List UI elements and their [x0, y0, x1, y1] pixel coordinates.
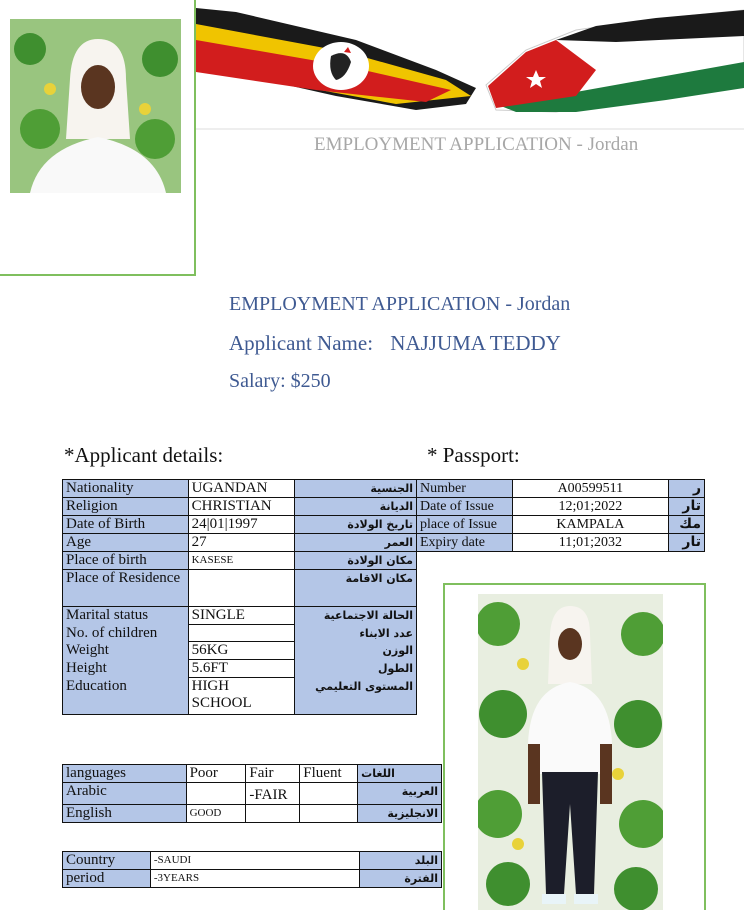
- experience-table: [62, 851, 442, 888]
- detail-value: SINGLE: [188, 607, 295, 625]
- experience-label-arabic: الفترة: [360, 870, 442, 888]
- table-row: [417, 498, 705, 516]
- passport-label-arabic: ر: [669, 480, 705, 498]
- detail-label-arabic: عدد الابناء: [295, 625, 417, 642]
- table-row: [417, 534, 705, 552]
- experience-label-arabic: البلد: [360, 852, 442, 870]
- table-row: [63, 660, 417, 678]
- applicant-portrait-photo: [10, 19, 181, 193]
- table-row: [63, 625, 417, 642]
- detail-value: 27: [188, 534, 295, 552]
- detail-label: Religion: [63, 498, 189, 516]
- detail-label-arabic: الديانة: [295, 498, 417, 516]
- passport-value: 11;01;2032: [512, 534, 668, 552]
- passport-label: Date of Issue: [417, 498, 513, 516]
- table-row: [63, 534, 417, 552]
- table-row: [63, 516, 417, 534]
- table-row: [63, 607, 417, 625]
- salary-line: [229, 370, 331, 393]
- table-row: [417, 516, 705, 534]
- passport-label: place of Issue: [417, 516, 513, 534]
- table-row: [63, 678, 417, 715]
- applicant-full-body-photo: [478, 594, 663, 910]
- uganda-flag-hand: [196, 8, 476, 110]
- detail-label: Place of Residence: [63, 570, 189, 607]
- language-poor: GOOD: [186, 805, 246, 823]
- experience-value: -3YEARS: [150, 870, 359, 888]
- flags-handshake-banner: [196, 0, 744, 130]
- detail-label: Date of Birth: [63, 516, 189, 534]
- language-label: Arabic: [63, 783, 187, 805]
- language-label-arabic: العربية: [358, 783, 442, 805]
- passport-value: KAMPALA: [512, 516, 668, 534]
- level-fluent-header: Fluent: [300, 765, 358, 783]
- detail-label-arabic: مكان الولادة: [295, 552, 417, 570]
- detail-value: [188, 570, 295, 607]
- applicant-details-table: [62, 479, 417, 715]
- detail-label-arabic: العمر: [295, 534, 417, 552]
- detail-label-arabic: الوزن: [295, 642, 417, 660]
- detail-label: No. of children: [63, 625, 189, 642]
- language-poor: [186, 783, 246, 805]
- table-row: [63, 642, 417, 660]
- applicant-name-label: Applicant Name:: [229, 331, 374, 355]
- languages-header-arabic: اللغات: [358, 765, 442, 783]
- experience-value: -SAUDI: [150, 852, 359, 870]
- detail-label: Age: [63, 534, 189, 552]
- table-row: [63, 783, 442, 805]
- table-row: [63, 852, 442, 870]
- passport-value: A00599511: [512, 480, 668, 498]
- language-fair: -FAIR: [246, 783, 300, 805]
- passport-label-arabic: تار: [669, 498, 705, 516]
- table-row: [63, 570, 417, 607]
- detail-value: 24|01|1997: [188, 516, 295, 534]
- detail-label: Education: [63, 678, 189, 715]
- detail-value: [188, 625, 295, 642]
- passport-label: Number: [417, 480, 513, 498]
- detail-value: 5.6FT: [188, 660, 295, 678]
- language-label: English: [63, 805, 187, 823]
- detail-label-arabic: الجنسية: [295, 480, 417, 498]
- detail-label: Nationality: [63, 480, 189, 498]
- detail-label-arabic: مكان الاقامة: [295, 570, 417, 607]
- detail-label: Place of birth: [63, 552, 189, 570]
- experience-label: Country: [63, 852, 151, 870]
- salary-value: $250: [290, 370, 331, 392]
- table-row: [417, 480, 705, 498]
- passport-heading: * Passport:: [427, 443, 520, 467]
- table-row: [63, 805, 442, 823]
- detail-label-arabic: المستوى التعليمي: [295, 678, 417, 715]
- banner-caption: EMPLOYMENT APPLICATION - Jordan: [314, 134, 639, 155]
- language-fair: [246, 805, 300, 823]
- banner-divider: [196, 128, 744, 130]
- detail-value: HIGH SCHOOL: [188, 678, 295, 715]
- detail-label-arabic: الحالة الاجتماعية: [295, 607, 417, 625]
- languages-header: languages: [63, 765, 187, 783]
- detail-value: CHRISTIAN: [188, 498, 295, 516]
- table-row: [63, 552, 417, 570]
- experience-label: period: [63, 870, 151, 888]
- language-fluent: [300, 805, 358, 823]
- passport-label: Expiry date: [417, 534, 513, 552]
- salary-label: Salary:: [229, 370, 286, 392]
- language-label-arabic: الانجليزية: [358, 805, 442, 823]
- language-fluent: [300, 783, 358, 805]
- level-poor-header: Poor: [186, 765, 246, 783]
- table-row: [63, 765, 442, 783]
- detail-value: UGANDAN: [188, 480, 295, 498]
- detail-value: 56KG: [188, 642, 295, 660]
- passport-label-arabic: مك: [669, 516, 705, 534]
- detail-value: KASESE: [188, 552, 295, 570]
- applicant-name-line: [229, 331, 561, 356]
- level-fair-header: Fair: [246, 765, 300, 783]
- languages-table: [62, 764, 442, 823]
- detail-label-arabic: تاريخ الولادة: [295, 516, 417, 534]
- table-row: [63, 480, 417, 498]
- table-row: [63, 870, 442, 888]
- jordan-flag-hand: [486, 10, 744, 112]
- table-row: [63, 498, 417, 516]
- passport-table: [416, 479, 705, 552]
- detail-label: Height: [63, 660, 189, 678]
- detail-label-arabic: الطول: [295, 660, 417, 678]
- passport-label-arabic: تار: [669, 534, 705, 552]
- detail-label: Marital status: [63, 607, 189, 625]
- applicant-name: NAJJUMA TEDDY: [390, 331, 561, 355]
- detail-label: Weight: [63, 642, 189, 660]
- applicant-details-heading: *Applicant details:: [64, 443, 224, 467]
- page-title: EMPLOYMENT APPLICATION - Jordan: [229, 293, 571, 315]
- passport-value: 12;01;2022: [512, 498, 668, 516]
